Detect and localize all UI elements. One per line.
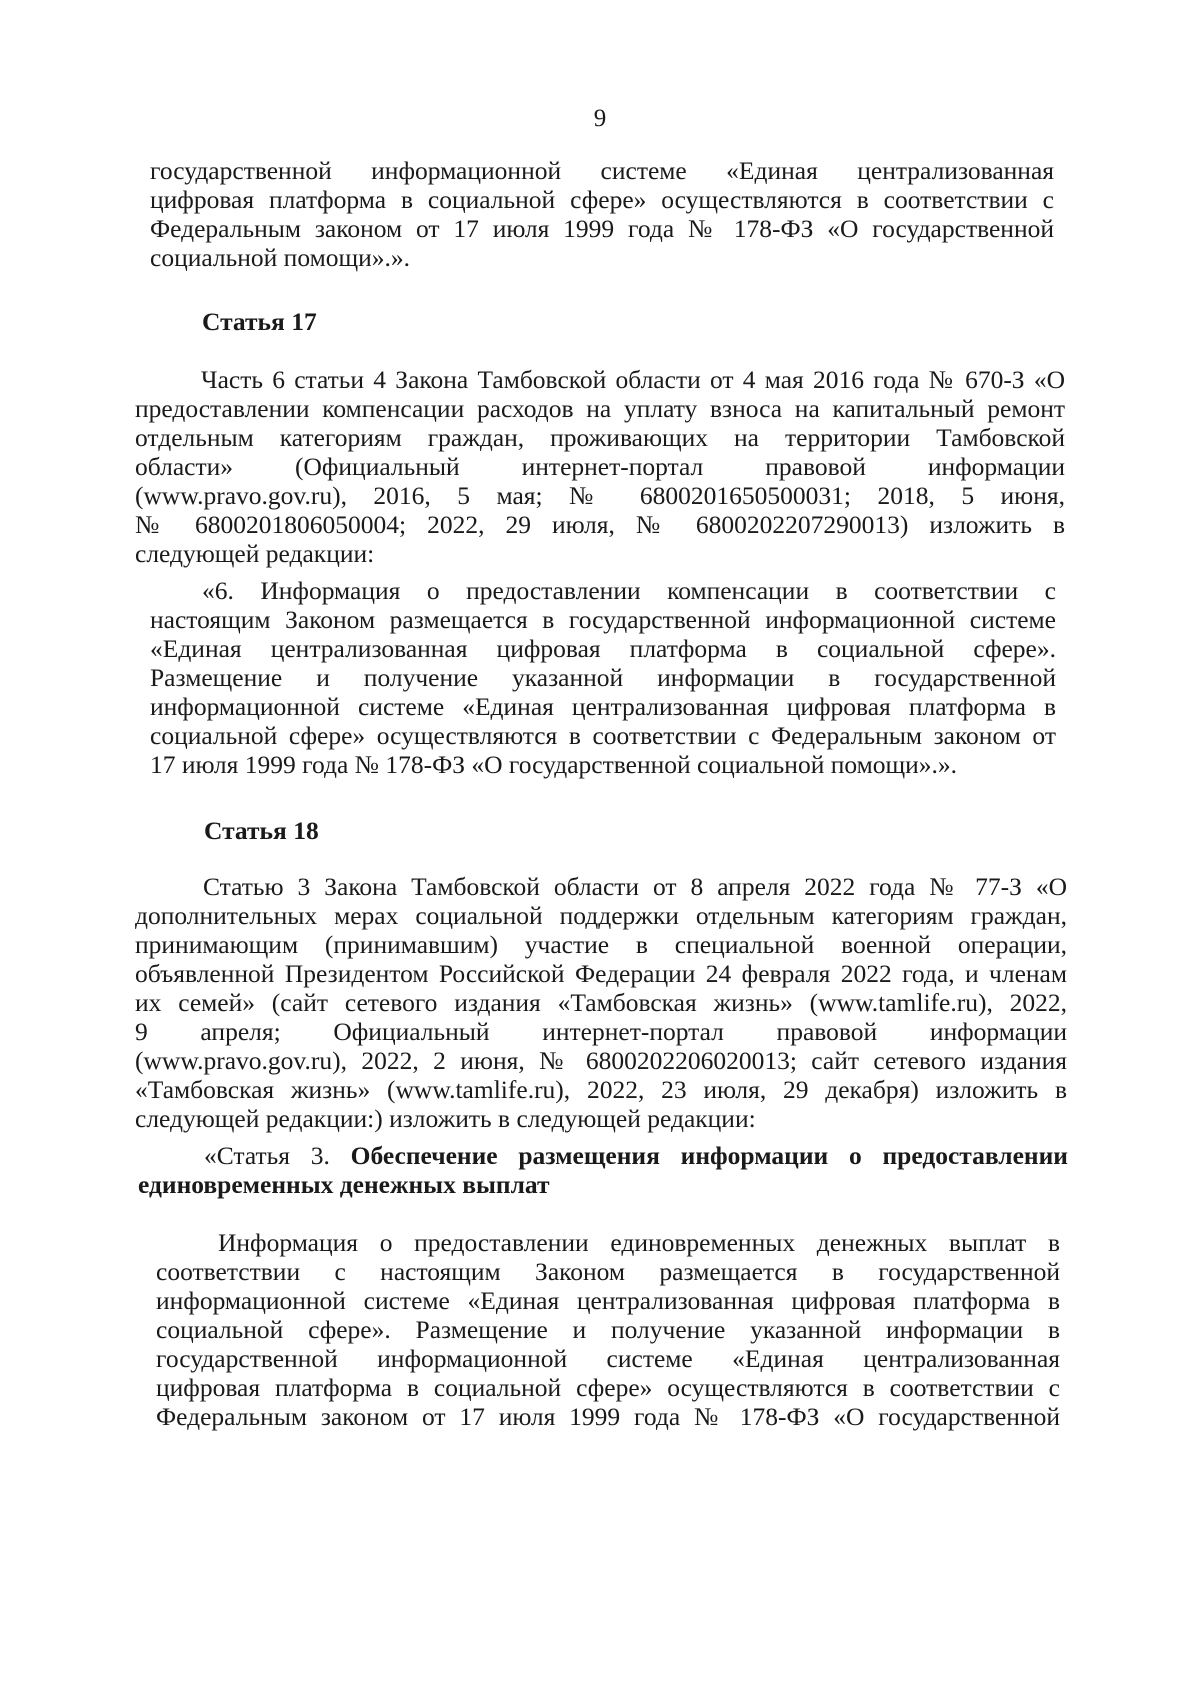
text-line: социальной помощи».». bbox=[150, 243, 411, 272]
article-18-heading: Статья 18 bbox=[204, 816, 319, 845]
text-line: Размещение и получение указанной информации в государственной bbox=[150, 663, 1056, 692]
text-line: Федеральным законом от 17 июля 1999 года № 178-ФЗ «О государственной bbox=[156, 1402, 1060, 1431]
article-17-intro bbox=[135, 365, 1065, 568]
text-line: 9 апреля; Официальный интернет-портал правовой информации bbox=[135, 1017, 1067, 1046]
text-line: «Единая централизованная цифровая платформа в социальной сфере». bbox=[150, 634, 1056, 663]
text-line: соответствии с настоящим Законом размещается в государственной bbox=[156, 1257, 1060, 1286]
text-line: № 6800201806050004; 2022, 29 июля, № 6800202207290013) изложить в bbox=[135, 510, 1065, 539]
text-line: (www.pravo.gov.ru), 2022, 2 июня, № 6800202206020013; сайт сетевого издания bbox=[135, 1046, 1067, 1075]
text-line: принимающим (принимавшим) участие в специальной военной операции, bbox=[135, 930, 1067, 959]
continuation-paragraph bbox=[150, 156, 1054, 272]
new-article-title: Обеспечение размещения информации о предоставлении bbox=[350, 1141, 1069, 1170]
text-line: Статью 3 Закона Тамбовской области от 8 апреля 2022 года № 77-З «О bbox=[203, 872, 1067, 901]
text-line: социальной сфере» осуществляются в соответствии с Федеральным законом от bbox=[150, 721, 1056, 750]
text-line: государственной информационной системе «Единая централизованная bbox=[156, 1344, 1060, 1373]
text-line: государственной информационной системе «Единая централизованная bbox=[150, 156, 1054, 185]
page-number: 9 bbox=[593, 105, 607, 132]
text-line: Часть 6 статьи 4 Закона Тамбовской области от 4 мая 2016 года № 670-З «О bbox=[201, 365, 1065, 394]
article-17-heading: Статья 17 bbox=[202, 307, 317, 336]
text-line: области» (Официальный интернет-портал правовой информации bbox=[135, 452, 1065, 481]
text-line: их семей» (сайт сетевого издания «Тамбовская жизнь» (www.tamlife.ru), 2022, bbox=[135, 988, 1067, 1017]
text-line: объявленной Президентом Российской Федерации 24 февраля 2022 года, и членам bbox=[135, 959, 1067, 988]
text-line: предоставлении компенсации расходов на уплату взноса на капитальный ремонт bbox=[135, 394, 1065, 423]
article-18-intro bbox=[135, 872, 1067, 1133]
text-line bbox=[138, 1141, 1068, 1170]
new-article-prefix: «Статья 3. bbox=[204, 1141, 330, 1170]
new-article-3-body bbox=[156, 1228, 1060, 1431]
text-line: «Тамбовская жизнь» (www.tamlife.ru), 2022, 23 июля, 29 декабря) изложить в bbox=[135, 1075, 1067, 1104]
article-17-quote bbox=[150, 576, 1056, 779]
text-line: 17 июля 1999 года № 178-ФЗ «О государственной социальной помощи».». bbox=[150, 750, 958, 779]
text-line: отдельным категориям граждан, проживающих на территории Тамбовской bbox=[135, 423, 1065, 452]
text-line: настоящим Законом размещается в государственной информационной системе bbox=[150, 605, 1056, 634]
text-line: «6. Информация о предоставлении компенсации в соответствии с bbox=[202, 576, 1056, 605]
text-line: цифровая платформа в социальной сфере» осуществляются в соответствии с bbox=[150, 185, 1054, 214]
text-line: цифровая платформа в социальной сфере» осуществляются в соответствии с bbox=[156, 1373, 1060, 1402]
text-line: Информация о предоставлении единовременных денежных выплат в bbox=[218, 1228, 1060, 1257]
text-line: социальной сфере». Размещение и получение указанной информации в bbox=[156, 1315, 1060, 1344]
new-article-3-title bbox=[138, 1141, 1068, 1199]
text-line: следующей редакции: bbox=[135, 539, 375, 568]
text-line: (www.pravo.gov.ru), 2016, 5 мая; № 6800201650500031; 2018, 5 июня, bbox=[135, 481, 1065, 510]
text-line: информационной системе «Единая централизованная цифровая платформа в bbox=[150, 692, 1056, 721]
text-line: дополнительных мерах социальной поддержки отдельным категориям граждан, bbox=[135, 901, 1067, 930]
new-article-title-continued: единовременных денежных выплат bbox=[138, 1170, 550, 1199]
text-line: следующей редакции:) изложить в следующей редакции: bbox=[135, 1104, 756, 1133]
text-line: информационной системе «Единая централизованная цифровая платформа в bbox=[156, 1286, 1060, 1315]
text-line: Федеральным законом от 17 июля 1999 года № 178-ФЗ «О государственной bbox=[150, 214, 1054, 243]
